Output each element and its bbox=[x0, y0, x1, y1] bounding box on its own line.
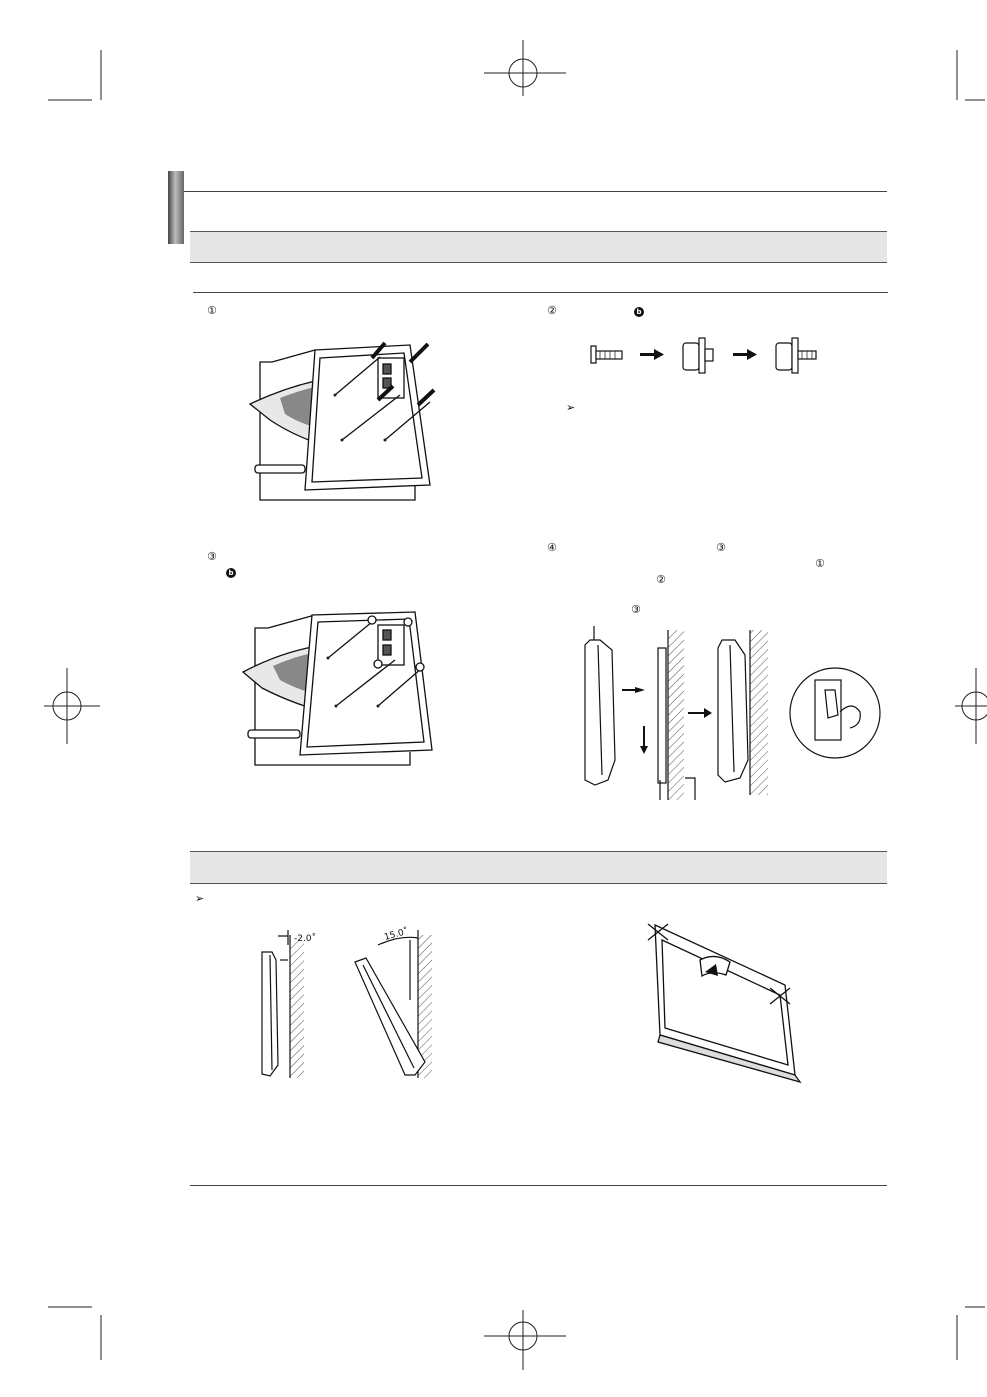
step-1-marker: ① bbox=[207, 304, 217, 317]
badge-b-step3: b bbox=[226, 568, 236, 578]
badge-b-step2: b bbox=[634, 307, 644, 317]
angle-large-label: 15.0˚ bbox=[383, 926, 410, 943]
note-arrow-icon-bottom: ➢ bbox=[195, 892, 205, 905]
step-4-ref-1: ① bbox=[815, 557, 825, 570]
step-3-marker: ③ bbox=[207, 550, 217, 563]
angle-small-label: -2.0˚ bbox=[294, 934, 317, 944]
note-arrow-icon: ➢ bbox=[566, 401, 576, 414]
step-4-ref-3b: ③ bbox=[631, 603, 641, 616]
step-4-marker: ④ bbox=[547, 541, 557, 554]
step-4-ref-3: ③ bbox=[716, 541, 726, 554]
step-2-marker: ② bbox=[547, 304, 557, 317]
step-4-ref-2: ② bbox=[656, 573, 666, 586]
